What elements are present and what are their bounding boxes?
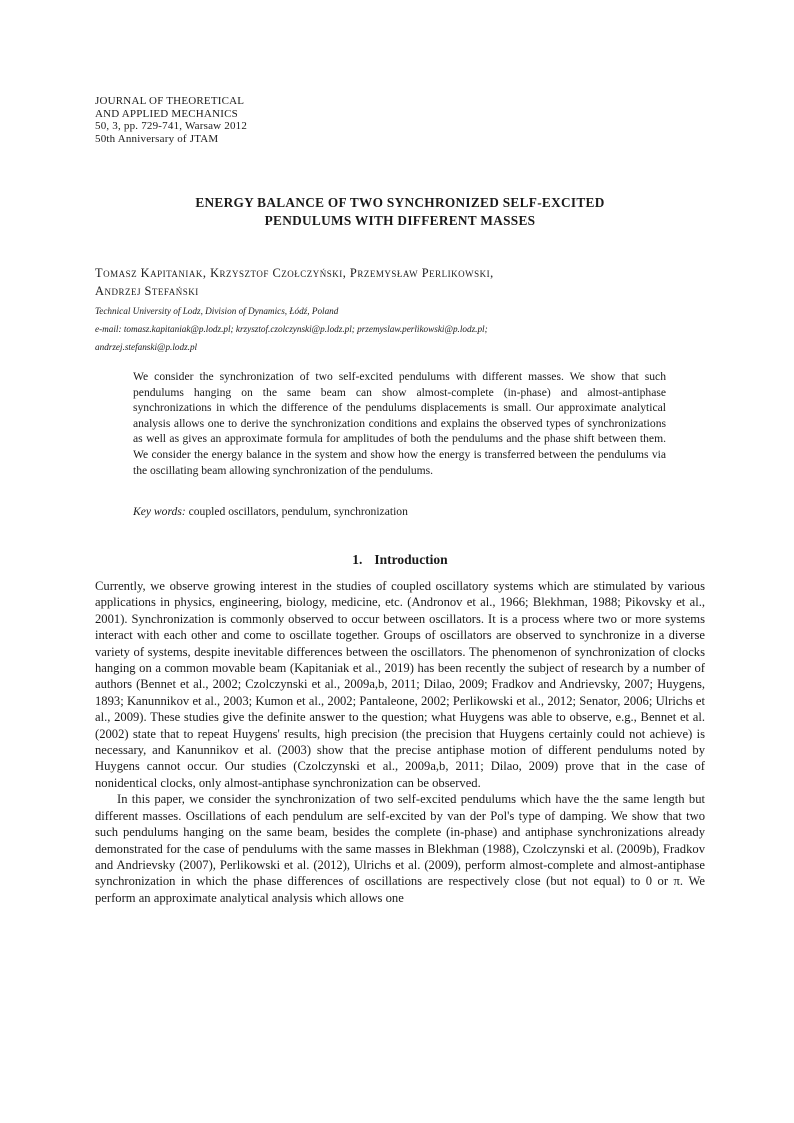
body-paragraph-1: Currently, we observe growing interest in the studies of coupled oscillatory systems which are stimulated by various applications in physics, engineering, biology, medicine, etc. (Andronov et al., 1966; Blekhman, 1988; Pikovsky et al., 2001). Synchronization is commonly observed to occur between oscillators. It is a process where two or more systems interact with each other and come to oscillate together. Groups of oscillators are observed to synchronize in a diverse variety of systems, despite inevitable differences between the oscillators. The phenomenon of synchronization of clocks hanging on a common movable beam (Kapitaniak et al., 2019) has been recently the subject of research by a number of authors (Bennet et al., 2002; Czolczynski et al., 2009a,b, 2011; Dilao, 2009; Fradkov and Andrievsky, 2007; Huygens, 1893; Kanunnikov et al., 2003; Kumon et al., 2002; Pantaleone, 2002; Perlikowski et al., 2012; Senator, 2006; Ulrichs et al., 2009). These studies give the definite answer to the question; what Huygens was able to observe, e.g., Bennet et al. (2002) state that to repeat Huygens' results, high precision (the precision that Huygens certainly could not achieve) is necessary, and Kanunnikov et al. (2003) show that the precise antiphase motion of different pendulums noted by Huygens cannot occur. Our studies (Czolczynski et al., 2009a,b, 2011; Dilao, 2009) prove that in the case of nonidentical clocks, only almost-antiphase synchronization can be observed.	[95, 579, 705, 790]
journal-volume-pages: 50, 3, pp. 729-741, Warsaw 2012	[95, 120, 248, 132]
abstract-text: We consider the synchronization of two self-excited pendulums with different masses. We show that such pendulums hanging on the same beam can show almost-complete (in-phase) and almost-antiphase synchronizations in which the difference of the pendulums displacements is small. Our approximate analytical analysis allows one to derive the synchronization conditions and explains the observed types of synchronizations as well as gives an approximate formula for amplitudes of both the pendulums and the phase shift between them. We consider the energy balance in the system and show how the energy is transferred between the pendulums via the oscillating beam allowing synchronization of the pendulums.	[133, 370, 666, 477]
author-line-2: Andrzej Stefański	[95, 284, 199, 298]
journal-anniversary: 50th Anniversary of JTAM	[95, 132, 219, 145]
journal-name-line-2: AND APPLIED MECHANICS	[95, 107, 238, 120]
journal-header	[95, 95, 395, 145]
author-list	[95, 264, 705, 300]
author-line-1: Tomasz Kapitaniak, Krzysztof Czołczyński, Przemysław Perlikowski,	[95, 266, 494, 280]
keywords-label: Key words:	[133, 505, 186, 518]
journal-name-line-1: JOURNAL OF THEORETICAL	[95, 95, 245, 107]
keywords	[133, 504, 666, 520]
section-number: 1.	[352, 552, 363, 567]
body-paragraph-2: In this paper, we consider the synchronization of two self-excited pendulums which have the the same length but different masses. Oscillations of each pendulum are self-excited by van der Pol's type of damping. We show that two such pendulums hanging on the same beam, besides the complete (in-phase) and antiphase synchronizations already demonstrated for the case of pendulums with the same masses in Blekhman (1988), Czolczynski et al. (2009b), Fradkov and Andrievsky (2007), Perlikowski et al. (2012), Ulrichs et al. (2009), perform almost-complete and almost-antiphase synchronization in which the phase differences of oscillations are respectively close (but not equal) to 0 or π. We perform an approximate analytical analysis which allows one	[95, 792, 705, 905]
paper-title-line-1: ENERGY BALANCE OF TWO SYNCHRONIZED SELF-EXCITED	[195, 195, 605, 210]
section-heading	[95, 552, 705, 568]
section-title: Introduction	[374, 552, 448, 567]
keywords-text: coupled oscillators, pendulum, synchronization	[185, 505, 408, 518]
affiliation-institution: Technical University of Lodz, Division of Dynamics, Łódź, Poland	[95, 306, 339, 316]
paper-title	[95, 194, 705, 230]
paper-title-line-2: PENDULUMS WITH DIFFERENT MASSES	[264, 213, 536, 228]
body-text	[95, 578, 705, 906]
abstract	[133, 369, 666, 478]
affiliation-email-line-1: e-mail: tomasz.kapitaniak@p.lodz.pl; krzysztof.czolczynski@p.lodz.pl; przemyslaw.perlikowski@p.lodz.pl;	[95, 324, 488, 334]
affiliation-block	[95, 302, 705, 356]
affiliation-email-line-2: andrzej.stefanski@p.lodz.pl	[95, 342, 198, 352]
